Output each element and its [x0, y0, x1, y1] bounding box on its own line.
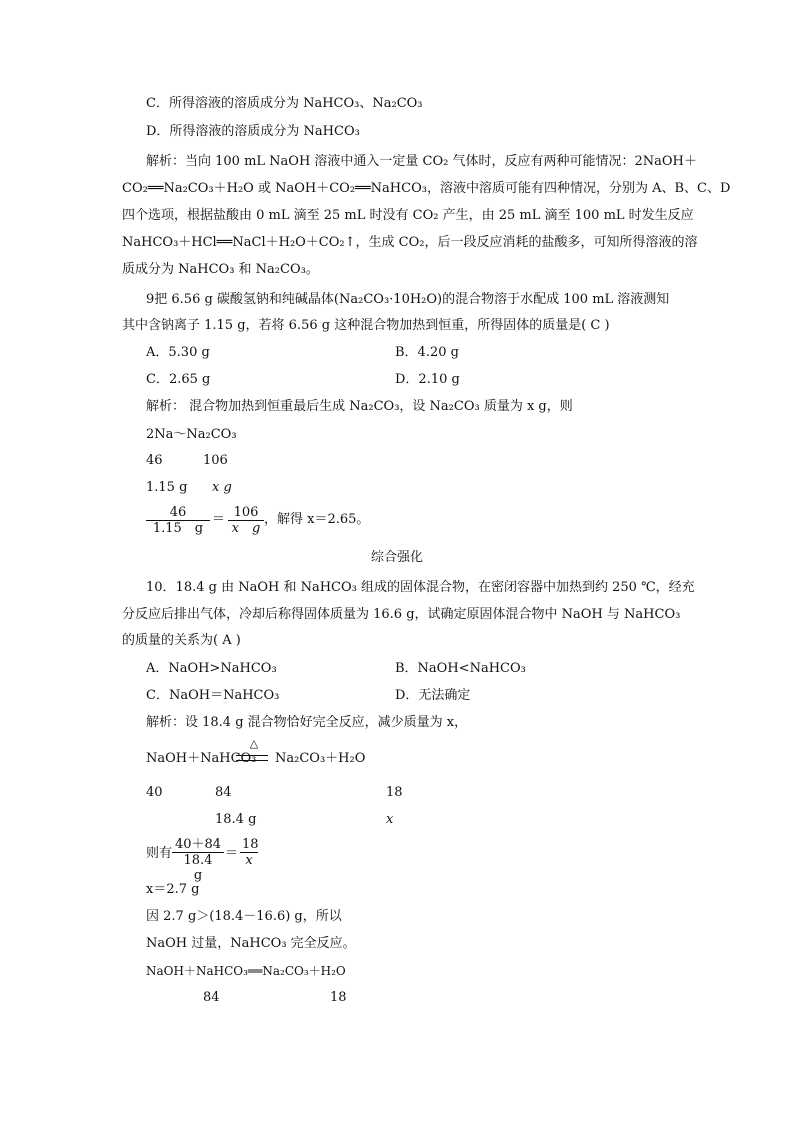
q10-equals: ＝ — [225, 846, 239, 861]
q9-fraction-left — [146, 505, 210, 536]
q10-option-a: A．NaOH>NaHCO₃ — [146, 661, 277, 676]
q10-stem-1: 10．18.4 g 由 NaOH 和 NaHCO₃ 组成的固体混合物，在密闭容器中加热到约 250 ℃，经充 — [146, 580, 695, 595]
q10-analysis: 解析：设 18.4 g 混合物恰好完全反应，减少质量为 x， — [146, 715, 468, 730]
q9-relation: 2Na～Na₂CO₃ — [146, 427, 237, 442]
heat-symbol: △ — [249, 737, 259, 750]
q10-because: 因 2.7 g＞(18.4－16.6) g，所以 — [146, 909, 342, 924]
q9-solution: ，解得 x＝2.65。 — [264, 512, 370, 527]
option-c: C．所得溶液的溶质成分为 NaHCO₃、Na₂CO₃ — [146, 96, 423, 111]
q10-eq-right: Na₂CO₃＋H₂O — [275, 751, 366, 766]
q10-fraction-right-num: 18 — [242, 837, 259, 852]
q9-mass-46: 46 — [146, 453, 163, 468]
q9-unknown-mass: x g — [212, 480, 232, 495]
q9-analysis: 解析： 混合物加热到恒重最后生成 Na₂CO₃，设 Na₂CO₃ 质量为 x g，则 — [146, 399, 573, 414]
q10-option-d: D．无法确定 — [395, 688, 471, 703]
q10-fraction-left — [172, 837, 224, 883]
q10-option-b: B．NaOH<NaHCO₃ — [395, 661, 526, 676]
q9-option-a: A．5.30 g — [146, 345, 210, 360]
q10-stem-2: 分反应后排出气体，冷却后称得固体质量为 16.6 g，试确定原固体混合物中 NaOH 与 NaHCO₃ — [122, 607, 681, 622]
q10-mass-40: 40 — [146, 785, 163, 800]
analysis8-line-5: 质成分为 NaHCO₃ 和 Na₂CO₃。 — [122, 262, 319, 277]
q10-stem-3: 的质量的关系为( A ) — [122, 633, 241, 648]
q10-unknown-x: x — [386, 812, 394, 827]
q9-given-mass: 1.15 g — [146, 480, 188, 495]
q10-mass-84: 84 — [215, 785, 232, 800]
q10-eq2: NaOH＋NaHCO₃══Na₂CO₃＋H₂O — [146, 964, 346, 978]
q10-mass-18: 18 — [386, 785, 403, 800]
q9-option-d: D．2.10 g — [395, 372, 460, 387]
option-d: D．所得溶液的溶质成分为 NaHCO₃ — [146, 124, 360, 139]
q9-stem-1: 9把 6.56 g 碳酸氢钠和纯碱晶体(Na₂CO₃·10H₂O)的混合物溶于水配成 100 mL 溶液测知 — [146, 292, 670, 307]
analysis8-line-3: 四个选项，根据盐酸由 0 mL 滴至 25 mL 时没有 CO₂ 产生，由 25 mL 滴至 100 mL 时发生反应 — [122, 208, 694, 223]
q10-given-mass: 18.4 g — [215, 812, 257, 827]
q9-fraction-right-den: x g — [231, 521, 261, 536]
q10-eq-left: NaOH＋NaHCO₃ — [146, 751, 257, 766]
q9-fraction-right-num: 106 — [228, 505, 264, 521]
section-heading: 综合强化 — [370, 550, 423, 565]
analysis8-line-4: NaHCO₃＋HCl══NaCl＋H₂O＋CO₂↑，生成 CO₂，后一段反应消耗的盐酸多，可知所得溶液的溶 — [122, 235, 698, 250]
q10-eq2-mass-84: 84 — [203, 990, 220, 1005]
q10-fraction-left-den: 18.4 g — [183, 853, 226, 883]
q9-equals: ＝ — [212, 512, 226, 527]
q9-fraction-right — [228, 505, 264, 536]
reaction-equals-sign — [236, 755, 268, 761]
q9-mass-106: 106 — [203, 453, 228, 468]
q9-option-c: C．2.65 g — [146, 372, 211, 387]
q9-fraction-left-num: 46 — [146, 505, 210, 521]
q10-fraction-left-num: 40＋84 — [172, 837, 224, 853]
q10-x-value: x＝2.7 g — [146, 882, 200, 897]
analysis8-line-2: CO₂══Na₂CO₃＋H₂O 或 NaOH＋CO₂══NaHCO₃，溶液中溶质可能有四种情况，分别为 A、B、C、D — [122, 181, 731, 196]
q10-excess: NaOH 过量，NaHCO₃ 完全反应。 — [146, 936, 356, 951]
q9-stem-2: 其中含钠离子 1.15 g，若将 6.56 g 这种混合物加热到恒重，所得固体的质量是( C ) — [122, 318, 610, 333]
q9-fraction-left-den: 1.15 g — [152, 521, 204, 536]
q10-fraction-right-den: x — [245, 853, 253, 868]
q10-fraction-right — [240, 837, 258, 868]
q10-eq2-mass-18: 18 — [330, 990, 347, 1005]
analysis8-line-1: 解析：当向 100 mL NaOH 溶液中通入一定量 CO₂ 气体时，反应有两种可能情况：2NaOH＋ — [146, 154, 697, 169]
q10-option-c: C．NaOH＝NaHCO₃ — [146, 688, 280, 703]
q10-then-label: 则有 — [146, 846, 173, 861]
q9-option-b: B．4.20 g — [395, 345, 459, 360]
